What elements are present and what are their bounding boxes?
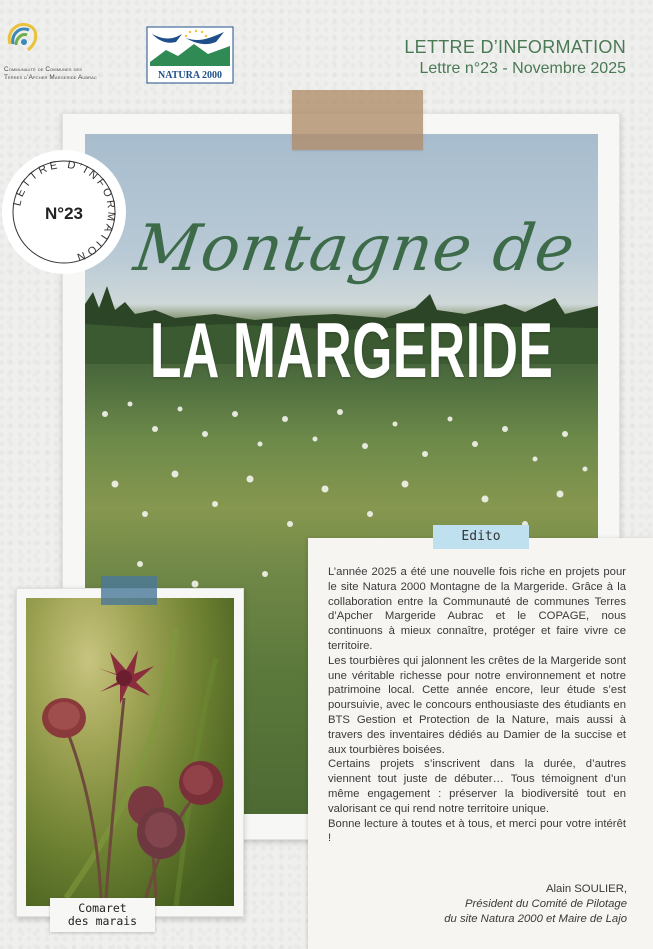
natura-2000-icon — [146, 26, 234, 84]
signature-name: Alain SOULIER, — [546, 883, 627, 895]
newsletter-title: LETTRE D’INFORMATION — [404, 37, 626, 57]
caption-line1: Comaret — [78, 901, 127, 915]
cover-main-title: LA MARGERIDE — [150, 306, 554, 394]
natura-2000-label: NATURA 2000 — [158, 70, 222, 81]
tape-decoration — [292, 90, 423, 150]
photo-caption — [50, 898, 155, 932]
flower-photo-card — [16, 588, 244, 917]
stamp-issue-number: N°23 — [45, 204, 83, 223]
community-logo-icon — [4, 18, 44, 58]
flower-illustration — [26, 598, 234, 906]
community-name-line1: Communauté de Communes des — [4, 66, 83, 73]
natura-2000-logo — [146, 26, 234, 84]
tape-decoration — [101, 576, 157, 605]
marsh-cinquefoil-photo — [26, 598, 234, 906]
edito-signature — [444, 882, 627, 926]
community-name-line2: Terres d’Apcher Margeride Aubrac — [4, 74, 97, 81]
caption-line2: des marais — [67, 914, 138, 928]
edito-body — [328, 565, 626, 846]
edito-paragraph: Certains projets s’inscrivent dans la durée, d’autres viennent tout juste de débuter… Tous témoignent d’un même engagement : préserver la biodiversité tout en valorisant ce qui rend notre territoire unique. — [328, 758, 626, 815]
edito-paragraph: Les tourbières qui jalonnent les crêtes de la Margeride sont une véritable richesse pour notre environnement et notre patrimoine local. Cette année encore, leur étude s’est poursuivie, avec le concours enthousiaste des étudiants en BTS Gestion et Protection de la Nature, mais aussi à travers des inventaires dédiés au Damier de la succise et aux tourbières boisées. — [328, 654, 626, 756]
stamp-ring-text: LETTRE D’INFORMATION — [11, 158, 118, 264]
edito-paragraph: L’année 2025 a été une nouvelle fois riche en projets pour le site Natura 2000 Montagne de la Margeride. Grâce à la collaboration entre la Communauté de communes Terres d’Apcher Margeride Aubrac et le COPAGE, nous continuons à mieux connaître, protéger et faire vivre ce territoire. — [328, 566, 626, 652]
newsletter-header — [404, 37, 626, 78]
edito-tag: Edito — [433, 525, 529, 549]
edito-paragraph: Bonne lecture à toutes et à tous, et merci pour votre intérêt ! — [328, 817, 626, 845]
community-logo — [4, 18, 154, 88]
signature-role-2: du site Natura 2000 et Maire de Lajo — [444, 912, 627, 925]
issue-line: Lettre n°23 - Novembre 2025 — [419, 60, 626, 77]
community-name — [4, 66, 97, 82]
cover-script-title: Montagne de — [129, 212, 580, 286]
issue-stamp — [0, 148, 128, 276]
signature-role-1: Président du Comité de Pilotage — [464, 897, 627, 910]
